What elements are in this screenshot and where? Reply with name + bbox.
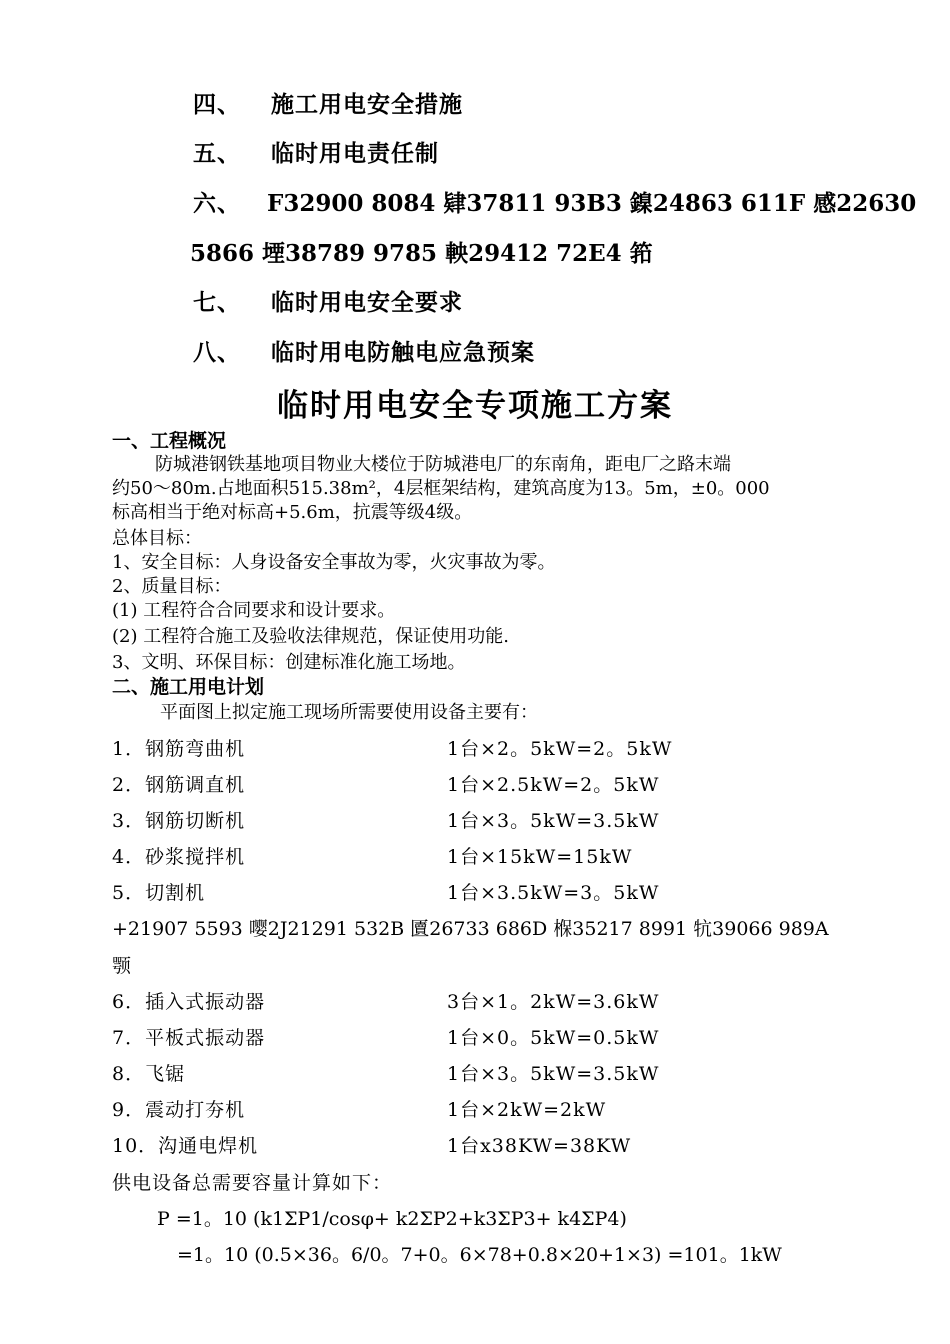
toc-item-5	[193, 135, 893, 165]
goal-line: 总体目标：	[112, 528, 202, 549]
equipment-spec: 1台×3。5kW=3.5kW	[447, 810, 660, 832]
equipment-spec: 1台×3.5kW=3。5kW	[447, 882, 660, 904]
equipment-row	[112, 806, 892, 832]
toc-item-4	[193, 86, 893, 116]
equipment-row	[112, 770, 892, 796]
equipment-spec: 1台×0。5kW=0.5kW	[447, 1027, 660, 1049]
toc-text: 临时用电防触电应急预案	[271, 339, 535, 366]
goal-line: 2、质量目标：	[112, 576, 232, 597]
equipment-row	[112, 1095, 892, 1121]
formula-line: =1。10 (0.5×36。6/0。7+0。6×78+0.8×20+1×3) =101。1kW	[177, 1244, 782, 1266]
garbled-line: +21907 5593 嘤2J21291 532B 匵26733 686D 椺35217 8991 牨39066 989A	[112, 918, 829, 940]
equipment-name: 3．钢筋切断机	[112, 810, 246, 832]
equipment-row	[112, 1059, 892, 1085]
goal-line: (2) 工程符合施工及验收法律规范，保证使用功能.	[112, 626, 509, 647]
toc-number: 四、	[193, 91, 241, 118]
toc-number: 八、	[193, 339, 241, 366]
equipment-name: 1．钢筋弯曲机	[112, 738, 246, 760]
paragraph-line: 标高相当于绝对标高+5.6m，抗震等级4级。	[112, 502, 473, 523]
equipment-spec: 1台×15kW=15kW	[447, 846, 633, 868]
equipment-name: 10．沟通电焊机	[112, 1135, 259, 1157]
toc-text: F32900 8084 肄37811 93B3 鎳24863 611F 感22630	[267, 190, 917, 217]
goal-line: (1) 工程符合合同要求和设计要求。	[112, 600, 396, 621]
toc-item-6-continued	[190, 235, 890, 265]
equipment-name: 4．砂浆搅拌机	[112, 846, 246, 868]
section-heading: 二、施工用电计划	[112, 676, 265, 698]
calc-intro: 供电设备总需要容量计算如下：	[112, 1172, 393, 1194]
equipment-row	[112, 987, 892, 1013]
intro-line: 平面图上拟定施工现场所需要使用设备主要有：	[160, 702, 538, 723]
equipment-name: 8．飞锯	[112, 1063, 186, 1085]
equipment-spec: 1台×2kW=2kW	[447, 1099, 607, 1121]
toc-item-6	[193, 185, 917, 217]
equipment-spec: 1台×3。5kW=3.5kW	[447, 1063, 660, 1085]
paragraph-line: 约50～80m.占地面积515.38m²，4层框架结构，建筑高度为13。5m，±0。000	[112, 478, 770, 499]
section-heading: 一、工程概况	[112, 430, 227, 452]
equipment-spec: 1台×2。5kW=2。5kW	[447, 738, 673, 760]
equipment-name: 9．震动打夯机	[112, 1099, 246, 1121]
equipment-spec: 1台x38KW=38KW	[447, 1135, 632, 1157]
equipment-row	[112, 1131, 892, 1157]
toc-item-8	[193, 334, 893, 364]
toc-number: 五、	[193, 140, 241, 167]
toc-number: 六、	[193, 190, 241, 217]
equipment-spec: 3台×1。2kW=3.6kW	[447, 991, 660, 1013]
toc-text: 施工用电安全措施	[271, 91, 463, 118]
garbled-line: 颚	[112, 955, 133, 977]
equipment-name: 7．平板式振动器	[112, 1027, 266, 1049]
document-title: 临时用电安全专项施工方案	[277, 388, 673, 424]
goal-line: 1、安全目标：人身设备安全事故为零，火灾事故为零。	[112, 552, 556, 573]
equipment-spec: 1台×2.5kW=2。5kW	[447, 774, 660, 796]
equipment-name: 5．切割机	[112, 882, 206, 904]
equipment-name: 6．插入式振动器	[112, 991, 266, 1013]
equipment-row	[112, 878, 892, 904]
toc-text: 5866 堙38789 9785 軮29412 72E4 筘	[190, 240, 653, 267]
paragraph-line: 防城港钢铁基地项目物业大楼位于防城港电厂的东南角，距电厂之路末端	[155, 454, 731, 475]
formula-line: P =1。10 (k1ΣP1/cosφ+ k2ΣP2+k3ΣP3+ k4ΣP4)	[157, 1208, 627, 1230]
equipment-row	[112, 1023, 892, 1049]
equipment-name: 2．钢筋调直机	[112, 774, 246, 796]
toc-text: 临时用电责任制	[271, 140, 439, 167]
equipment-row	[112, 842, 892, 868]
toc-item-7	[193, 284, 893, 314]
toc-text: 临时用电安全要求	[271, 289, 463, 316]
equipment-row	[112, 734, 892, 760]
goal-line: 3、文明、环保目标：创建标准化施工场地。	[112, 652, 466, 673]
toc-number: 七、	[193, 289, 241, 316]
